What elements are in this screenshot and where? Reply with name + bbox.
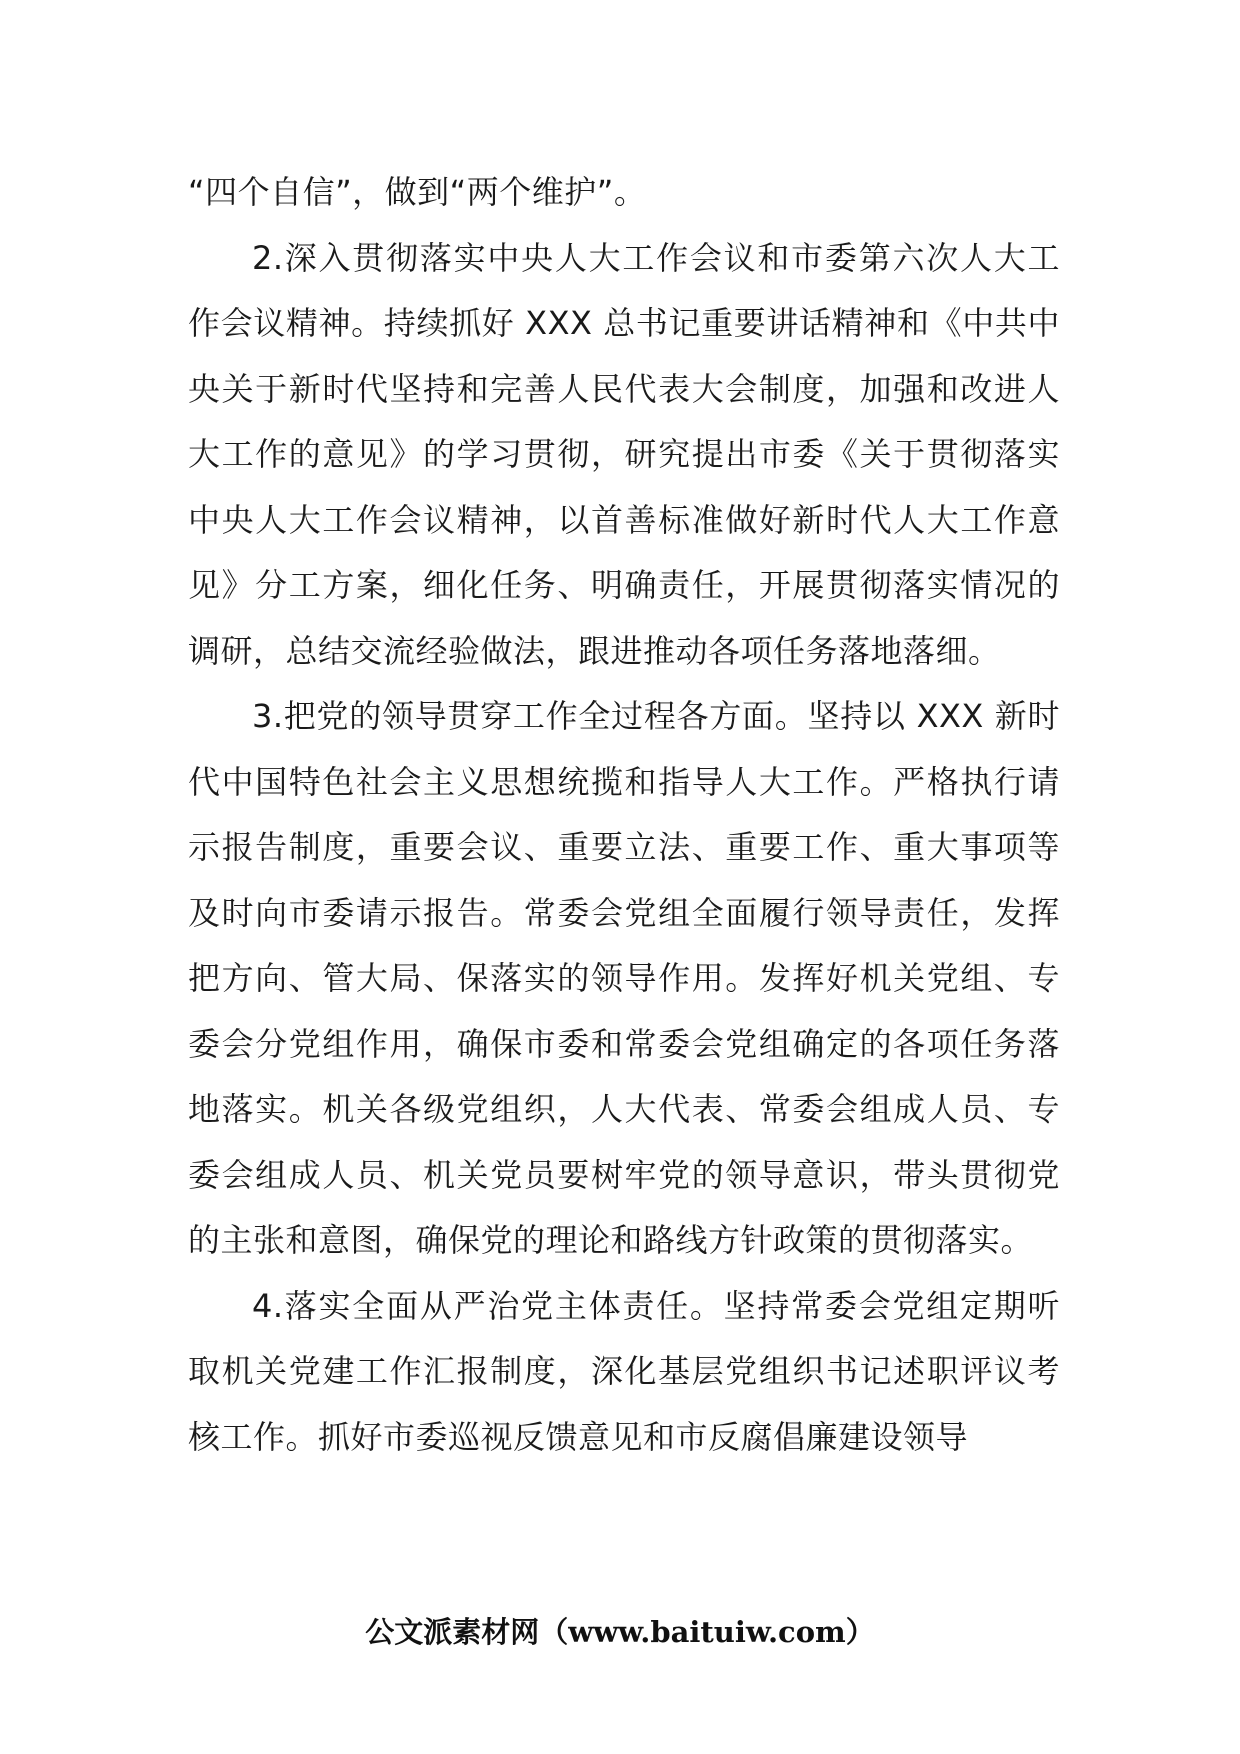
paragraph-item-4: 4.落实全面从严治党主体责任。坚持常委会党组定期听取机关党建工作汇报制度，深化基层党组织书记述职评议考核工作。抓好市委巡视反馈意见和市反腐倡廉建设领导 bbox=[188, 1286, 1060, 1456]
document-body bbox=[188, 160, 1060, 1470]
footer-watermark: 公文派素材网（www.baituiw.com） bbox=[365, 1615, 875, 1649]
paragraph-item-3: 3.把党的领导贯穿工作全过程各方面。坚持以 XXX 新时代中国特色社会主义思想统揽和指导人大工作。严格执行请示报告制度，重要会议、重要立法、重要工作、重大事项等及时向市委请示报告。常委会党组全面履行领导责任，发挥把方向、管大局、保落实的领导作用。发挥好机关党组、专委会分党组作用，确保市委和常委会党组确定的各项任务落地落实。机关各级党组织，人大代表、常委会组成人员、专委会组成人员、机关党员要树牢党的领导意识，带头贯彻党的主张和意图，确保党的理论和路线方针政策的贯彻落实。 bbox=[188, 697, 1060, 1259]
paragraph-continuation: “四个自信”，做到“两个维护”。 bbox=[188, 173, 647, 211]
paragraph-item-2: 2.深入贯彻落实中央人大工作会议和市委第六次人大工作会议精神。持续抓好 XXX 总书记重要讲话精神和《中共中央关于新时代坚持和完善人民代表大会制度，加强和改进人大工作的意见》的学习贯彻，研究提出市委《关于贯彻落实中央人大工作会议精神，以首善标准做好新时代人大工作意见》分工方案，细化任务、明确责任，开展贯彻落实情况的调研，总结交流经验做法，跟进推动各项任务落地落细。 bbox=[188, 238, 1060, 670]
